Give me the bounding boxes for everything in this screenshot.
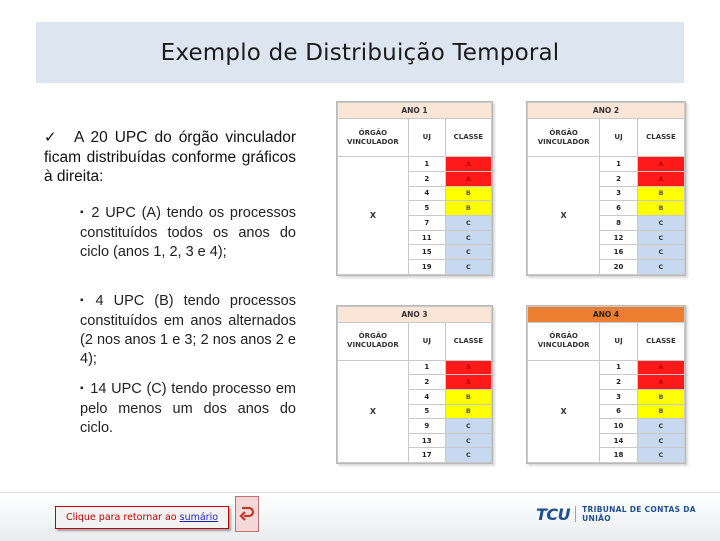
class-cell: B <box>445 404 491 419</box>
orgao-x-cell: X <box>528 157 600 275</box>
class-cell: C <box>445 419 491 434</box>
uj-cell: 10 <box>600 419 638 434</box>
title-band <box>36 22 684 83</box>
year-label: ANO 3 <box>338 307 492 323</box>
uj-cell: 2 <box>600 375 638 390</box>
header-uj: UJ <box>408 322 445 360</box>
uj-cell: 13 <box>408 433 445 448</box>
uj-cell: 20 <box>600 260 638 275</box>
orgao-x-cell: X <box>528 360 600 462</box>
header-classe: CLASSE <box>637 322 684 360</box>
uj-cell: 11 <box>408 230 445 245</box>
bullet-text: 4 UPC (B) tendo processos constituídos em anos alternados (2 nos anos 1 e 3; 2 nos anos 2 e 4); <box>80 293 297 367</box>
header-orgao: ÓRGÃO VINCULADOR <box>528 322 600 360</box>
uj-cell: 9 <box>408 419 445 434</box>
uj-cell: 4 <box>408 186 445 201</box>
bullet-square-icon: ▪ <box>80 295 90 306</box>
year-label: ANO 2 <box>528 103 685 119</box>
class-cell: A <box>637 375 684 390</box>
table-row <box>528 360 685 375</box>
uj-cell: 14 <box>600 433 638 448</box>
class-cell: C <box>445 448 491 463</box>
header-classe: CLASSE <box>637 118 684 156</box>
distribution-table <box>337 306 492 463</box>
class-cell: B <box>637 404 684 419</box>
class-cell: A <box>637 157 684 172</box>
header-row <box>528 118 685 156</box>
uj-cell: 8 <box>600 215 638 230</box>
class-cell: B <box>637 201 684 216</box>
class-cell: C <box>637 433 684 448</box>
header-classe: CLASSE <box>445 118 491 156</box>
class-cell: C <box>445 245 491 260</box>
year-table-3 <box>336 305 493 464</box>
bullet-square-icon: ▪ <box>80 383 85 394</box>
class-cell: C <box>637 215 684 230</box>
uj-cell: 5 <box>408 201 445 216</box>
class-cell: A <box>445 157 491 172</box>
logo-separator <box>575 506 576 522</box>
class-cell: B <box>637 186 684 201</box>
bullet-square-icon: ▪ <box>80 207 86 218</box>
uj-cell: 3 <box>600 186 638 201</box>
class-cell: C <box>445 230 491 245</box>
uj-cell: 1 <box>408 157 445 172</box>
uj-cell: 1 <box>600 157 638 172</box>
uj-cell: 6 <box>600 404 638 419</box>
class-cell: C <box>637 245 684 260</box>
class-cell: B <box>445 201 491 216</box>
intro-text: A 20 UPC do órgão vinculador ficam distribuídas conforme gráficos à direita: <box>44 129 296 185</box>
return-arrow-icon <box>239 505 255 523</box>
bullet-item-b <box>80 292 296 369</box>
header-row <box>338 118 492 156</box>
page-title: Exemplo de Distribuição Temporal <box>160 39 560 66</box>
class-cell: A <box>445 360 491 375</box>
uj-cell: 19 <box>408 260 445 275</box>
uj-cell: 17 <box>408 448 445 463</box>
uj-cell: 15 <box>408 245 445 260</box>
return-button[interactable] <box>235 496 259 532</box>
class-cell: C <box>637 230 684 245</box>
uj-cell: 6 <box>600 201 638 216</box>
uj-cell: 18 <box>600 448 638 463</box>
uj-cell: 1 <box>408 360 445 375</box>
table-row <box>528 157 685 172</box>
table-row <box>338 157 492 172</box>
bullet-item-c <box>80 380 296 438</box>
uj-cell: 16 <box>600 245 638 260</box>
header-row <box>528 322 685 360</box>
check-icon: ✓ <box>44 128 57 146</box>
class-cell: B <box>637 389 684 404</box>
bullet-text: 2 UPC (A) tendo os processos constituídos todos os anos do ciclo (anos 1, 2, 3 e 4); <box>80 205 297 260</box>
year-row <box>528 103 685 119</box>
uj-cell: 7 <box>408 215 445 230</box>
table-row <box>338 360 492 375</box>
class-cell: B <box>445 389 491 404</box>
class-cell: C <box>637 419 684 434</box>
bullet-item-a <box>80 204 296 262</box>
class-cell: C <box>445 215 491 230</box>
return-to-summary-link[interactable] <box>55 506 229 529</box>
header-orgao: ÓRGÃO VINCULADOR <box>338 322 409 360</box>
class-cell: A <box>637 360 684 375</box>
year-row <box>528 307 685 323</box>
year-label: ANO 1 <box>338 103 492 119</box>
uj-cell: 2 <box>408 171 445 186</box>
year-row <box>338 307 492 323</box>
class-cell: C <box>637 260 684 275</box>
uj-cell: 2 <box>600 171 638 186</box>
class-cell: A <box>445 375 491 390</box>
uj-cell: 3 <box>600 389 638 404</box>
header-uj: UJ <box>600 118 638 156</box>
class-cell: C <box>445 260 491 275</box>
bullet-text: 14 UPC (C) tendo processo em pelo menos um dos anos do ciclo. <box>80 381 297 436</box>
header-uj: UJ <box>408 118 445 156</box>
header-orgao: ÓRGÃO VINCULADOR <box>338 118 409 156</box>
header-uj: UJ <box>600 322 638 360</box>
year-table-4 <box>526 305 686 464</box>
year-label: ANO 4 <box>528 307 685 323</box>
orgao-x-cell: X <box>338 157 409 275</box>
class-cell: A <box>445 171 491 186</box>
header-classe: CLASSE <box>445 322 491 360</box>
year-table-1 <box>336 101 493 276</box>
uj-cell: 5 <box>408 404 445 419</box>
logo-mark: TCU <box>536 504 571 524</box>
class-cell: C <box>637 448 684 463</box>
intro-paragraph <box>44 128 296 187</box>
uj-cell: 12 <box>600 230 638 245</box>
year-table-2 <box>526 101 686 276</box>
distribution-table <box>337 102 492 275</box>
orgao-x-cell: X <box>338 360 409 462</box>
header-row <box>338 322 492 360</box>
class-cell: C <box>445 433 491 448</box>
distribution-table <box>527 102 685 275</box>
uj-cell: 2 <box>408 375 445 390</box>
distribution-table <box>527 306 685 463</box>
logo-name: TRIBUNAL DE CONTAS DA UNIÃO <box>582 505 696 523</box>
header-orgao: ÓRGÃO VINCULADOR <box>528 118 600 156</box>
uj-cell: 4 <box>408 389 445 404</box>
tcu-logo <box>536 505 720 523</box>
class-cell: A <box>637 171 684 186</box>
link-prefix: Clique para retornar ao <box>65 512 177 523</box>
summary-link[interactable]: sumário <box>179 512 219 523</box>
uj-cell: 1 <box>600 360 638 375</box>
year-row <box>338 103 492 119</box>
class-cell: B <box>445 186 491 201</box>
